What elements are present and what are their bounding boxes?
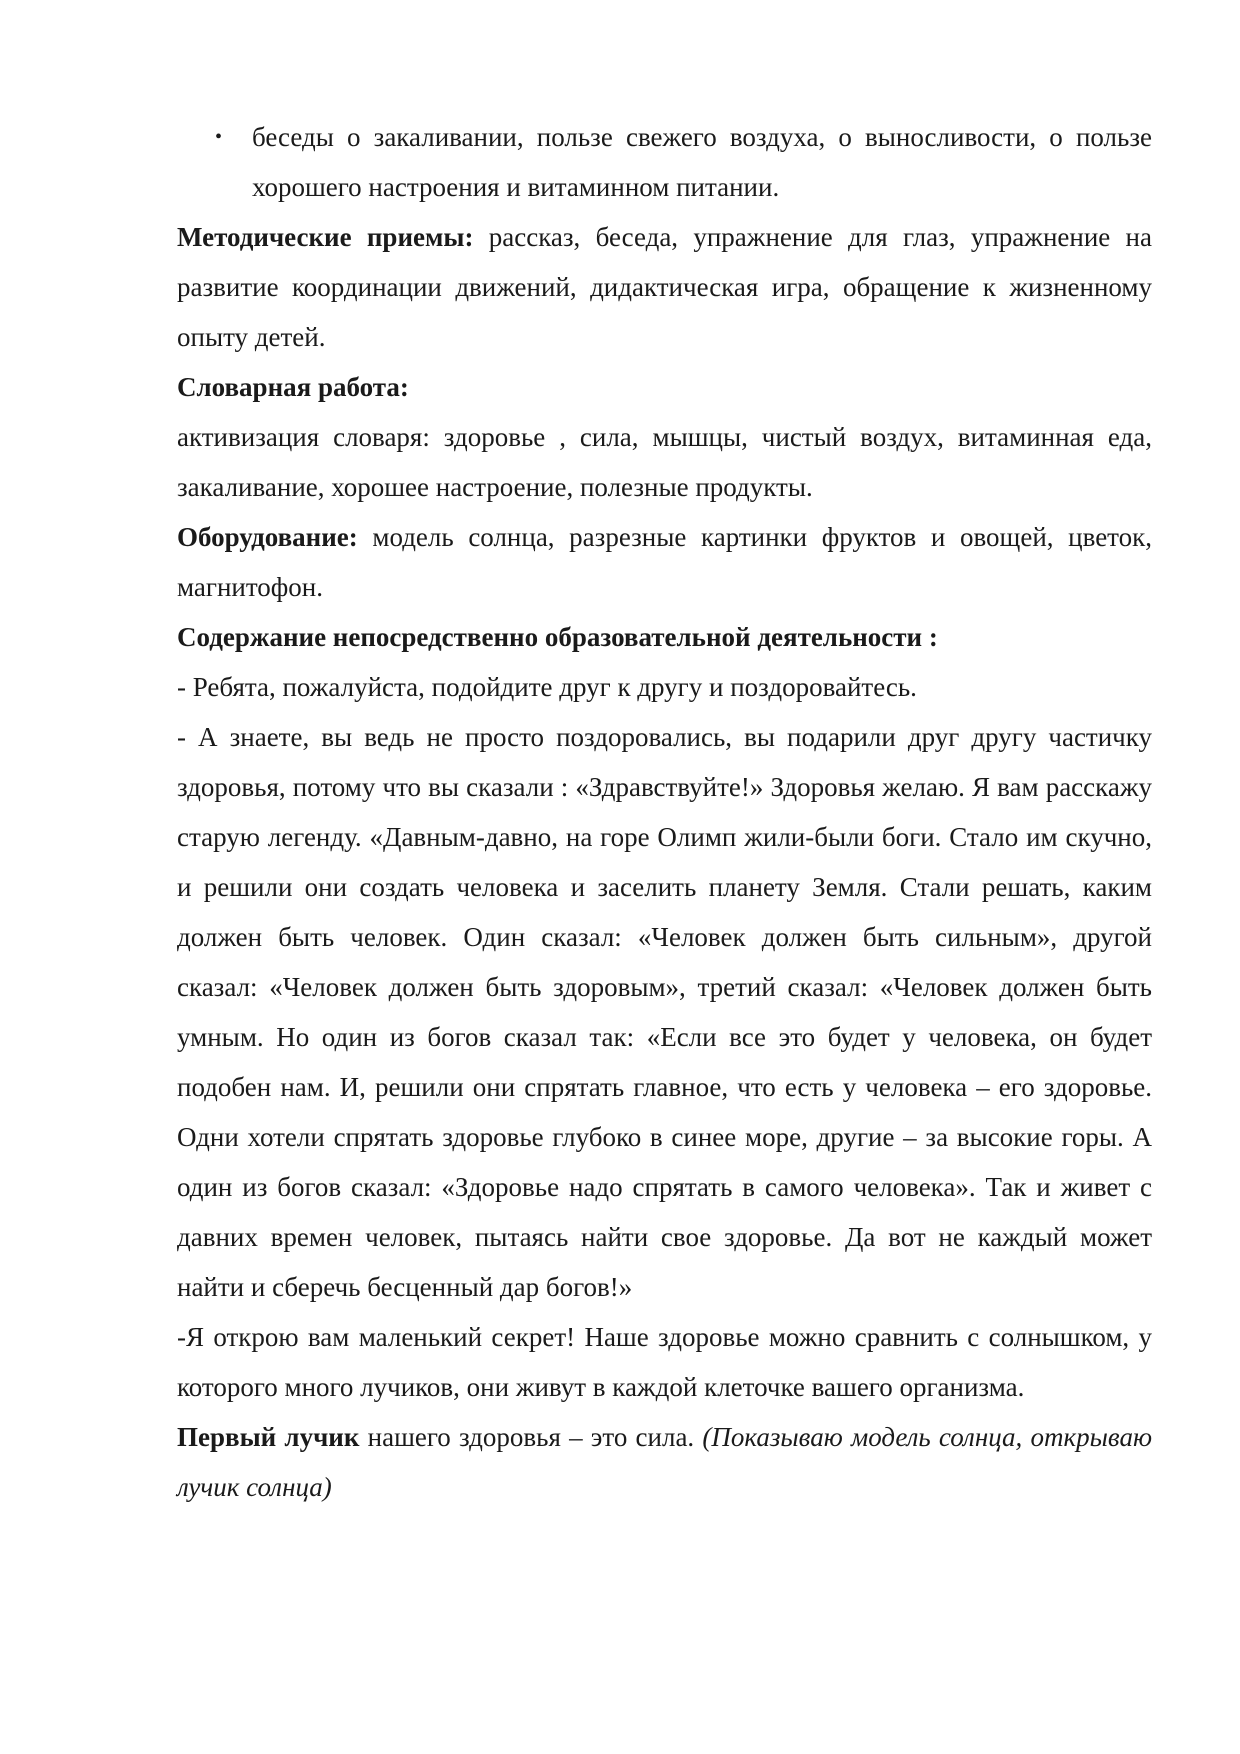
content-heading [177, 612, 1152, 662]
content-heading-text: Содержание непосредственно образовательной деятельности : [177, 622, 938, 652]
first-ray-text: нашего здоровья – это сила. [359, 1422, 703, 1452]
first-ray-italic: (Показываю модель солнца, открываю лучик солнца) [177, 1422, 1152, 1502]
equipment-paragraph [177, 512, 1152, 612]
bullet-text: беседы о закаливании, пользе свежего воздуха, о выносливости, о пользе хорошего настроения и витаминном питании. [252, 122, 1152, 202]
methods-label: Методические приемы: [177, 222, 474, 252]
vocab-label: Словарная работа: [177, 372, 409, 402]
content-paragraph-3: -Я открою вам маленький секрет! Наше здоровье можно сравнить с солнышком, у которого много лучиков, они живут в каждой клеточке вашего организма. [177, 1322, 1152, 1402]
vocab-heading [177, 362, 1152, 412]
document-page [177, 112, 1152, 1512]
content-paragraph-2: - А знаете, вы ведь не просто поздоровались, вы подарили друг другу частичку здоровья, потому что вы сказали : «Здравствуйте!» Здоровья желаю. Я вам расскажу старую легенду. «Давным-давно, на горе Олимп жили-были боги. Стало им скучно, и решили они создать человека и заселить планету Земля. Стали решать, каким должен быть человек. Один сказал: «Человек должен быть сильным», другой сказал: «Человек должен быть здоровым», третий сказал: «Человек должен быть умным. Но один из богов сказал так: «Если все это будет у человека, он будет подобен нам. И, решили они спрятать главное, что есть у человека – его здоровье. Одни хотели спрятать здоровье глубоко в синее море, другие – за высокие горы. А один из богов сказал: «Здоровье надо спрятать в самого человека». Так и живет с давних времен человек, пытаясь найти свое здоровье. Да вот не каждый может найти и сберечь бесценный дар богов!» [177, 722, 1152, 1302]
bullet-icon: • [215, 126, 223, 148]
methods-text: рассказ, беседа, упражнение для глаз, упражнение на развитие координации движений, дидактическая игра, обращение к жизненному опыту детей. [177, 222, 1152, 352]
first-ray-label: Первый лучик [177, 1422, 360, 1452]
equipment-label: Оборудование: [177, 522, 358, 552]
content-paragraph-1: - Ребята, пожалуйста, подойдите друг к другу и поздоровайтесь. [177, 672, 917, 702]
methods-paragraph [177, 212, 1152, 362]
equipment-text: модель солнца, разрезные картинки фруктов и овощей, цветок, магнитофон. [177, 522, 1152, 602]
bullet-item [177, 112, 1152, 212]
first-ray-paragraph [177, 1412, 1152, 1512]
vocab-paragraph: активизация словаря: здоровье , сила, мышцы, чистый воздух, витаминная еда, закаливание, хорошее настроение, полезные продукты. [177, 422, 1152, 502]
